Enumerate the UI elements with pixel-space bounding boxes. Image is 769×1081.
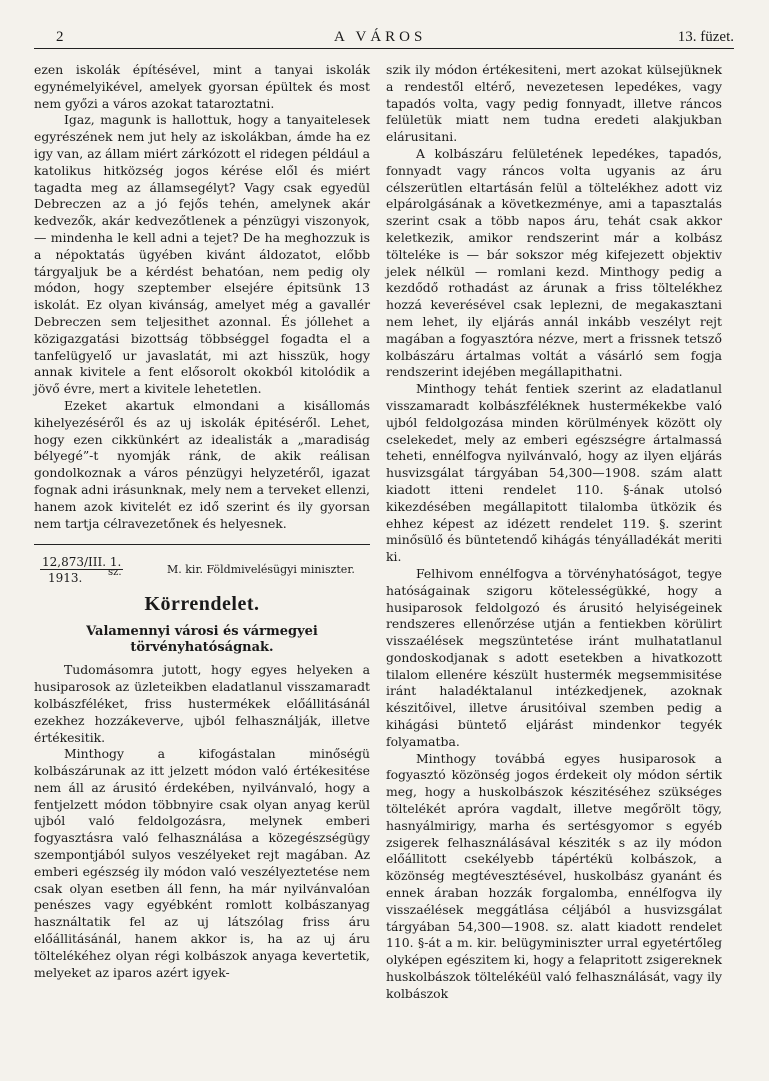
section-divider [34,544,370,545]
issue-label: 13. füzet. [677,29,734,45]
ministry-name: M. kir. Földmivelésügyi miniszter. [167,563,355,577]
paragraph: Felhivom ennélfogva a törvényhatóságot, tegye hatóságainak szigoru kötelességükké, hogy a husiparosok feldolgozó és árusitó helyiségeinek rendszeres ellenőrzése utján a fentiekben körülirt visszaélések megszüntetése iránt mulhatatlanul gondoskodjanak s adott esetekben a hivatkozott tilalom ellenére készült hustermék megsemmisitése iránt haladéktalanul intézkedjenek, azoknak készitőivel, illetve árusitóival szemben pedig a kihágási büntető eljárást mindenkor tegyék folyamatba. [386,565,722,749]
paragraph: Igaz, magunk is hallottuk, hogy a tanyaitelesek egyrészének nem jut hely az iskolákban, ámde ha ez igy van, az állam miért zárkózott el ridegen például a katolikus hitközség jogos kérése elől és miért tagadta meg az államsegélyt? Vagy csak egyedül Debreczen az a jó fejős tehén, amelynek akár kedvezők, akár kedvezőtlenek a pénzügyi viszonyok, — mindenha le kell adni a tejet? De ha meghozzuk is a népoktatás ügyében kivánt áldozatot, előbb tárgyaljuk be a kérdést behatóan, nem pedig oly módon, hogy szeptember elsejére épitsünk 13 iskolát. Ez olyan kivánság, amelyet még a gavallér Debreczen sem teljesithet azonnal. És jóllehet a közigazgatási bizottság többséggel fogadta el a tanfelügyelő ur javaslatát, mi azt hisszük, hogy annak kivitele a fent elősorolt okokból kitolódik a jövő évre, mert a kivitele lehetetlen. [34,112,370,397]
decree-number: 12,873/III. 1. [42,555,122,570]
paragraph: Minthogy továbbá egyes husiparosok a fogyasztó közönség jogos érdekeit oly módon sértik meg, hogy a huskolbászok készitéséhez szükséges töltelékét apróra vagdalt, illetve megőrölt tögy, hasnyálmirigy, marha és sertésgyomor s egyéb zsigerek felhasználásával késziték s az ily módon előállitott csekélyebb tápértékü kolbászok, a közönség megtévesztésével, huskolbász gyanánt és ennek áraban hozzák forgalomba, ennélfogva ily visszaélések meggátlása céljából a husvizsgálat tárgyában 54,300—1908. sz. alatt kiadott rendelet 110. §-át a m. kir. belügyminiszter urral egyetértőleg olyképen egészitem ki, hogy a felapritott zsigereknek huskolbászok töltelékéül való felhasználását, vagy ily kolbászok [386,750,722,1001]
paragraph: szik ily módon értékesiteni, mert azokat külsejüknek a rendestől eltérő, nevezetesen lepedékes, vagy tapadós volta, vagy pedig fonnyadt, illetve ráncos felületük miatt nem tudna eredeti alakjukban elárusitani. [386,62,722,145]
page-number: 2 [56,29,64,45]
page-header [34,22,734,49]
decree-title: Körrendelet. [144,593,260,616]
paragraph: ezen iskolák építésével, mint a tanyai iskolák egynémelyikével, amelyek gyorsan épültek és most nem győzi a város azokat tataroztatni. [34,62,370,111]
decree-year: 1913. [48,571,83,586]
decree-subtitle: Valamennyi városi és vármegyei törvényhatóságnak. [86,624,318,656]
decree-reference [34,555,370,585]
paragraph: A kolbászáru felületének lepedékes, tapadós, fonnyadt vagy ráncos volta ugyanis az áru célszerütlen eltartásán felül a töltelékhez adott viz elpárolgásának a következménye, ami a tapasztalás szerint csak a több napos áru, tehát csak akkor keletkezik, amikor rendszerint már a kolbász töltelékе is — bár sokszor még kifejezett objektiv jelek nélkül — romlani kezd. Minthogy pedig a kezdődő rothadást az árunak a friss töltelékhez hozzá keverésével csak leplezni, de megakasztani nem lehet, ily eljárás annál inkább veszélyt rejt magában a fogyasztóra nézve, mert a frissnek tetsző kolbászáru ártalmas voltát a vásárló sem fogja rendszerint idejében megállapithatni. [386,145,722,380]
paragraph: Minthogy a kifogástalan minőségü kolbászárunak az itt jelzett módon való értékesitése nem áll az árusitó érdekében, nyilvánvaló, hogy a fentjelzett módon többnyire csak olyan anyag kerül ujból való feldolgozásra, melynek emberi fogyasztásra való felhasználása a közegészségügy szempontjából sulyos veszélyeket rejt magában. Az emberi egészség ily módon való veszélyeztetése nem csak olyan esetben áll fenn, ha már nyilvánvalóan penészes vagy egyébként romlott kolbászanyag használtatik fel az uj látszólag friss áru előállitásánál, hanem akkor is, ha az uj áru töltelékéhez olyan régi kolbászok anyaga kevertetik, melyeket az iparos azért igyek- [34,746,370,980]
paragraph: Ezeket akartuk elmondani a kisállomás kihelyezéséről és az uj iskolák épitéséről. Lehet, hogy ezen cikkünkért az idealisták a „maradiság bélyegé”-t nyomják ránk, de akik reálisan gondolkoznak a város pénzügyi helyzetéről, igazat fognak adni irásunknak, mely nem a terveket ellenzi, hanem azok kivitelét ez idő szerint és ily gyorsan nem tartja célravezetőnek és helyesnek. [34,397,370,531]
paragraph: Minthogy tehát fentiek szerint az eladatlanul visszamaradt kolbászféléknek hustermékekbe való ujból feldolgozása minden körülmények között oly cselekedet, mely az emberi egészségre ártalmassá teheti, ennélfogva nyilvánvaló, hogy az ilyen eljárás husvizsgálat tárgyában 54,300—1908. szám alatt kiadott itteni rendelet 110. §-ának utolsó kikezdésében megállapitott tilalomba ütközik és ehhez képest az idézett rendelet 119. §. szerint minősülő és büntetendő kihágás tényálladékát meriti ki. [386,381,722,565]
right-column [386,62,722,1003]
decree-abbrev: sz. [108,567,122,579]
paragraph: Tudomásomra jutott, hogy egyes helyeken a husiparosok az üzleteikben eladatlanul visszamaradt kolbászféléket, friss hustermékek előállitásánál ezekhez hozzákeverve, ujból felhasználják, illetve értékesitik. [34,662,370,745]
journal-title: A VÁROS [334,29,427,45]
left-column [34,62,370,981]
page [34,22,734,1001]
